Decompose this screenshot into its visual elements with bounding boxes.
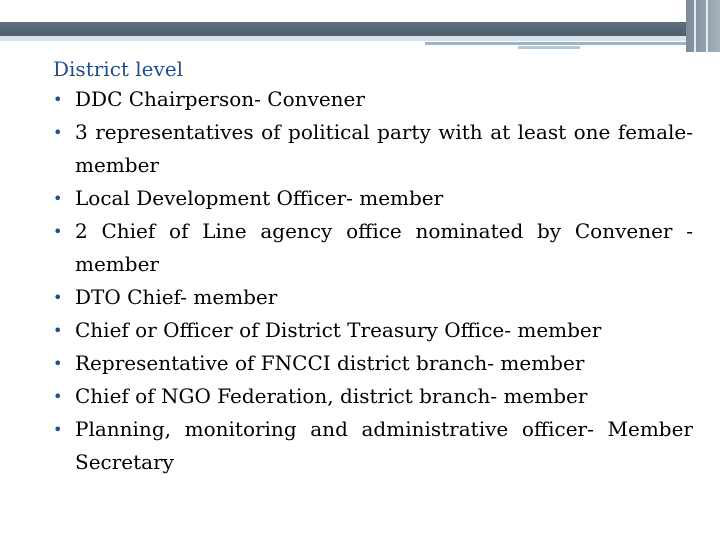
bullet-icon: • (53, 420, 63, 439)
list-item-text: DTO Chief- member (75, 285, 278, 309)
corner-divider (706, 0, 708, 52)
header-corner-block (686, 0, 720, 52)
list-item (53, 281, 693, 314)
list-item (53, 314, 693, 347)
bullet-icon: • (53, 387, 63, 406)
slide-header-decoration (0, 0, 720, 23)
header-accent-line (425, 42, 705, 45)
list-item-text: Representative of FNCCI district branch- member (75, 351, 585, 375)
bullet-icon: • (53, 90, 63, 109)
header-band (0, 22, 720, 36)
bullet-icon: • (53, 354, 63, 373)
list-item-text: Local Development Officer- member (75, 186, 444, 210)
list-item (53, 413, 693, 479)
list-item (53, 182, 693, 215)
list-item-text: Planning, monitoring and administrative officer- Member Secretary (75, 417, 693, 474)
bullet-icon: • (53, 123, 63, 142)
header-band-light (0, 36, 720, 41)
list-item-text: 3 representatives of political party with at least one female- member (75, 120, 693, 177)
bullet-icon: • (53, 222, 63, 241)
bullet-icon: • (53, 321, 63, 340)
bullet-icon: • (53, 288, 63, 307)
bullet-icon: • (53, 189, 63, 208)
list-item-text: Chief or Officer of District Treasury Office- member (75, 318, 602, 342)
list-item (53, 116, 693, 182)
list-item (53, 215, 693, 281)
bullet-list (53, 83, 693, 479)
list-item (53, 83, 693, 116)
list-item-text: Chief of NGO Federation, district branch- member (75, 384, 588, 408)
slide-content (53, 55, 693, 479)
list-item (53, 380, 693, 413)
list-item-text: DDC Chairperson- Convener (75, 87, 365, 111)
corner-divider (694, 0, 696, 52)
list-item (53, 347, 693, 380)
list-item-text: 2 Chief of Line agency office nominated by Convener - member (75, 219, 693, 276)
section-heading: District level (53, 57, 184, 81)
header-accent-line-short (518, 46, 580, 49)
